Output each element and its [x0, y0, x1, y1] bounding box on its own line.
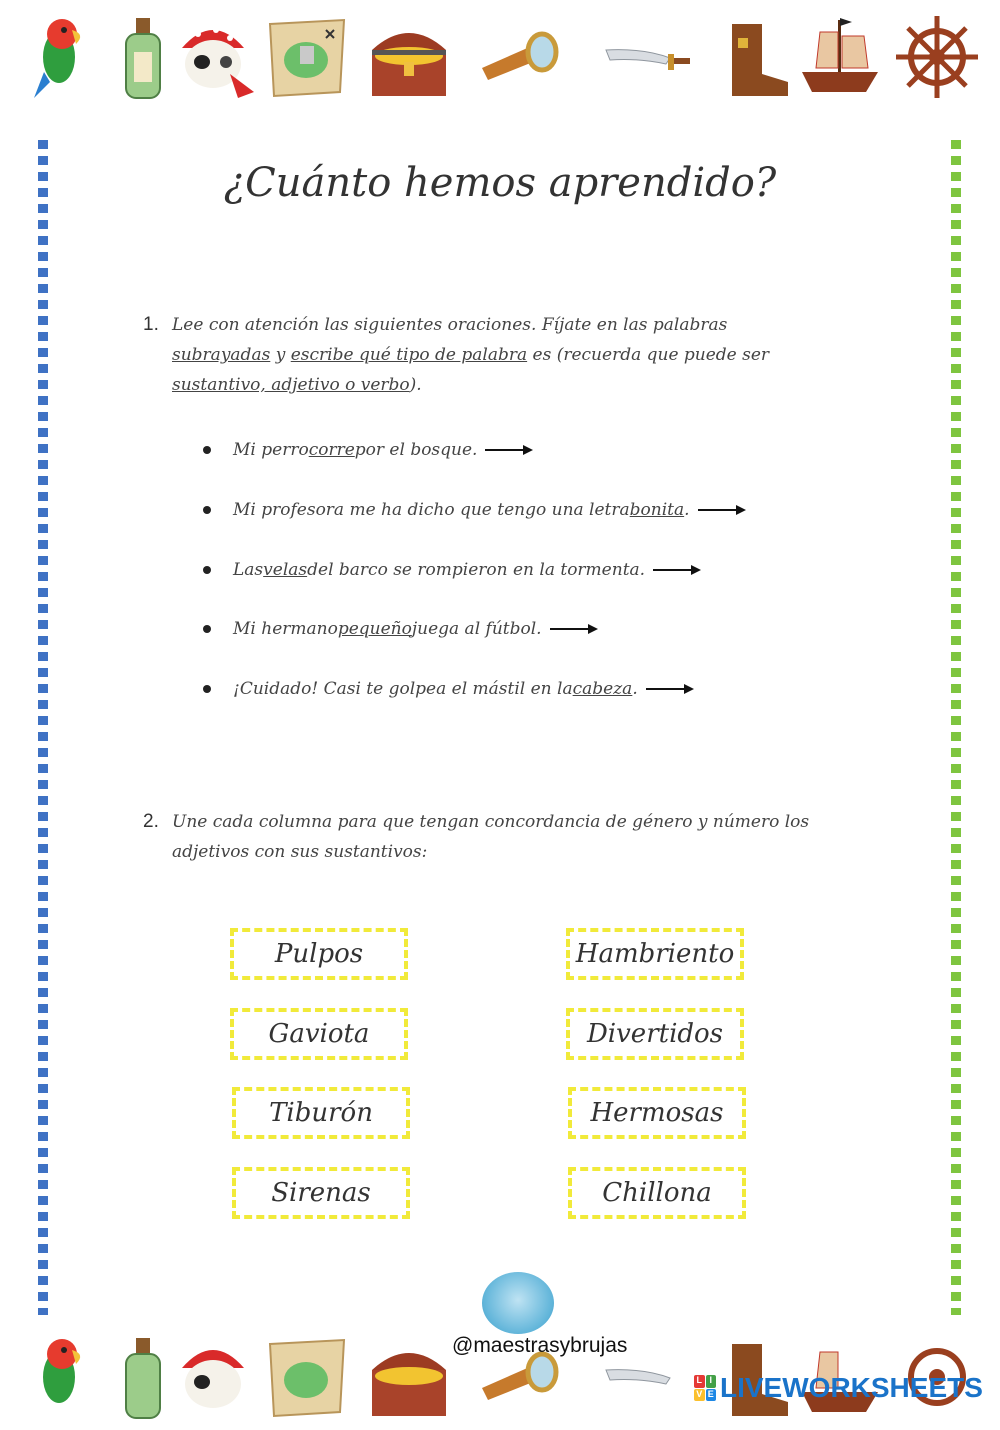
sentence-item: ¡Cuidado! Casi te golpea el mástil en la cabeza .	[203, 674, 694, 704]
arrow-right-icon	[698, 504, 746, 516]
noun-box[interactable]: Pulpos	[230, 928, 408, 980]
arrow-right-icon	[646, 683, 694, 695]
adjective-box[interactable]: Divertidos	[566, 1008, 744, 1060]
question-1-number: 1.	[143, 314, 159, 335]
underlined-term: escribe qué tipo de palabra	[290, 345, 528, 365]
left-dotted-border	[38, 140, 48, 1315]
adjective-box[interactable]: Hambriento	[566, 928, 744, 980]
noun-box[interactable]: Sirenas	[232, 1167, 410, 1219]
pirate-boot-icon	[708, 12, 798, 102]
page-title: ¿Cuánto hemos aprendido?	[223, 160, 777, 206]
target-word: bonita	[629, 500, 685, 520]
arrow-right-icon	[550, 623, 598, 635]
sentence-item: Mi hermano pequeño juega al fútbol.	[203, 614, 598, 644]
pirate-skull-icon	[168, 1332, 258, 1422]
ship-wheel-icon	[892, 12, 982, 102]
treasure-chest-icon	[364, 1332, 454, 1422]
underlined-term: subrayadas	[172, 345, 271, 365]
bullet-icon	[203, 566, 211, 574]
bullet-icon	[203, 446, 211, 454]
arrow-right-icon	[485, 444, 533, 456]
spyglass-icon	[476, 12, 566, 102]
treasure-map-icon	[262, 1332, 352, 1422]
author-logo	[482, 1272, 554, 1334]
pirate-skull-icon	[168, 12, 258, 102]
treasure-chest-icon	[364, 12, 454, 102]
adjective-box[interactable]: Chillona	[568, 1167, 746, 1219]
target-word: cabeza	[572, 679, 633, 699]
bullet-icon	[203, 625, 211, 633]
target-word: corre	[308, 440, 355, 460]
question-2-number: 2.	[143, 811, 159, 832]
sentence-item: Las velas del barco se rompieron en la tormenta.	[203, 555, 701, 585]
sentence-item: Mi profesora me ha dicho que tengo una letra bonita .	[203, 495, 746, 525]
target-word: pequeño	[337, 619, 412, 639]
right-dotted-border	[951, 140, 961, 1315]
noun-box[interactable]: Tiburón	[232, 1087, 410, 1139]
underlined-term: sustantivo, adjetivo o verbo	[172, 375, 410, 395]
pirate-ship-icon	[794, 12, 884, 102]
target-word: velas	[263, 560, 308, 580]
sentence-item: Mi perro corre por el bosque.	[203, 435, 533, 465]
adjective-box[interactable]: Hermosas	[568, 1087, 746, 1139]
sword-icon	[604, 12, 694, 102]
bullet-icon	[203, 685, 211, 693]
treasure-map-icon	[262, 12, 352, 102]
author-handle[interactable]: @maestrasybrujas	[452, 1334, 628, 1357]
top-banner	[0, 0, 1000, 110]
parrot-icon	[14, 12, 104, 102]
liveworksheets-brand[interactable]: L I V E LIVEWORKSHEETS	[694, 1372, 983, 1404]
bullet-icon	[203, 506, 211, 514]
noun-box[interactable]: Gaviota	[230, 1008, 408, 1060]
liveworksheets-badge-icon: L I V E	[694, 1375, 716, 1401]
question-2-instructions: Une cada columna para que tengan concordancia de género y número los adjetivos con sus sustantivos:	[172, 812, 810, 862]
arrow-right-icon	[653, 564, 701, 576]
parrot-icon	[14, 1332, 104, 1422]
question-1-instructions: Lee con atención las siguientes oraciones. Fíjate en las palabras subrayadas y escribe qué tipo de palabra es (recuerda que puede ser sustantivo, adjetivo o verbo).	[172, 315, 770, 395]
